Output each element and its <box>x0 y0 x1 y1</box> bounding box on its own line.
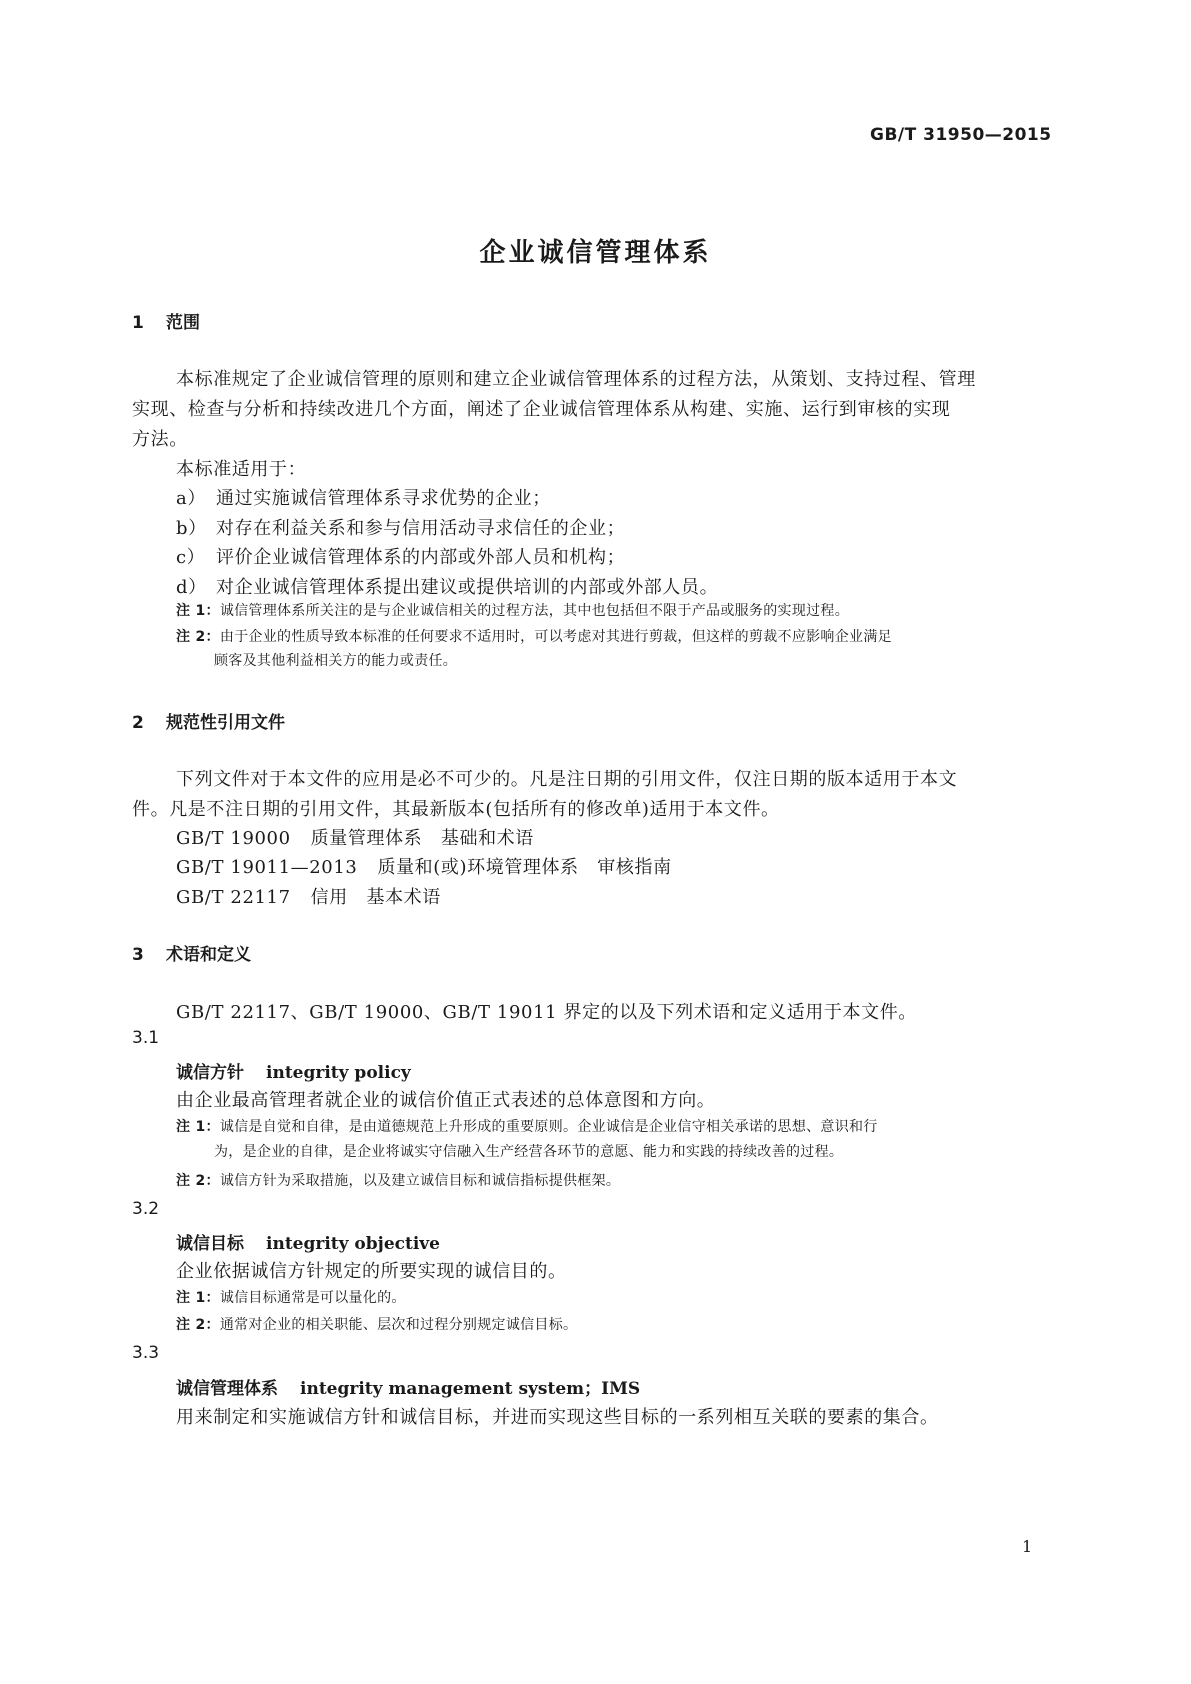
note <box>176 626 892 646</box>
note-text: 通常对企业的相关职能、层次和过程分别规定诚信目标。 <box>219 1317 578 1333</box>
clause-number: 3.3 <box>132 1343 160 1363</box>
note <box>176 1170 620 1190</box>
section-number: 1 <box>132 313 144 333</box>
section-1-heading <box>132 308 200 333</box>
clause-number: 3.2 <box>132 1199 160 1219</box>
section-title: 术语和定义 <box>166 945 251 965</box>
paragraph-line: 下列文件对于本文件的应用是必不可少的。凡是注日期的引用文件，仅注日期的版本适用于本文 <box>176 769 958 790</box>
list-item <box>176 573 718 599</box>
note-text: 顾客及其他利益相关方的能力或责任。 <box>214 653 458 669</box>
note-label: 注 1： <box>176 603 220 619</box>
note-label: 注 2： <box>176 629 220 645</box>
note-text: 由于企业的性质导致本标准的任何要求不适用时，可以考虑对其进行剪裁，但这样的剪裁不应影响企业满足 <box>219 629 892 645</box>
reference-title: 信用 基本术语 <box>310 887 441 908</box>
term-heading <box>176 1374 640 1399</box>
note <box>176 1287 406 1307</box>
term-zh: 诚信目标 <box>176 1234 244 1254</box>
term-en: integrity objective <box>266 1234 440 1254</box>
note-label: 注 2： <box>176 1173 220 1189</box>
reference-code: GB/T 19011—2013 <box>176 857 358 878</box>
reference-item <box>176 824 534 850</box>
note-label: 注 2： <box>176 1317 220 1333</box>
note <box>176 1314 577 1334</box>
list-item <box>176 543 625 569</box>
note <box>176 1116 878 1136</box>
term-definition: 企业依据诚信方针规定的所要实现的诚信目的。 <box>176 1261 567 1282</box>
section-number: 2 <box>132 713 144 733</box>
paragraph-line: GB/T 22117、GB/T 19000、GB/T 19011 界定的以及下列术语和定义适用于本文件。 <box>176 1002 917 1023</box>
section-2-heading <box>132 708 285 733</box>
note-label: 注 1： <box>176 1119 220 1135</box>
list-item-label: c） <box>176 547 206 568</box>
paragraph-line: 本标准规定了企业诚信管理的原则和建立企业诚信管理体系的过程方法，从策划、支持过程、管理 <box>176 369 976 390</box>
paragraph-line: 方法。 <box>132 429 188 450</box>
reference-title: 质量和(或)环境管理体系 审核指南 <box>377 857 672 878</box>
reference-item <box>176 853 672 879</box>
list-item-text: 对企业诚信管理体系提出建议或提供培训的内部或外部人员。 <box>216 577 719 598</box>
document-title: 企业诚信管理体系 <box>479 238 712 268</box>
list-item-text: 通过实施诚信管理体系寻求优势的企业； <box>216 488 551 509</box>
reference-item <box>176 883 441 909</box>
note-text: 诚信目标通常是可以量化的。 <box>219 1290 406 1306</box>
reference-title: 质量管理体系 基础和术语 <box>310 828 534 849</box>
standard-number: GB/T 31950—2015 <box>870 125 1052 145</box>
section-title: 规范性引用文件 <box>166 713 285 733</box>
note-text: 诚信方针为采取措施，以及建立诚信目标和诚信指标提供框架。 <box>219 1173 621 1189</box>
paragraph-line: 件。凡是不注日期的引用文件，其最新版本(包括所有的修改单)适用于本文件。 <box>132 799 780 820</box>
reference-code: GB/T 19000 <box>176 828 291 849</box>
paragraph-line: 本标准适用于： <box>176 459 307 480</box>
term-en: integrity management system；IMS <box>300 1379 641 1399</box>
page-number: 1 <box>1022 1537 1033 1556</box>
term-heading <box>176 1229 440 1254</box>
term-en: integrity policy <box>266 1063 411 1083</box>
note-text: 诚信管理体系所关注的是与企业诚信相关的过程方法，其中也包括但不限于产品或服务的实现过程。 <box>219 603 850 619</box>
list-item <box>176 514 625 540</box>
list-item-text: 评价企业诚信管理体系的内部或外部人员和机构； <box>216 547 626 568</box>
term-zh: 诚信方针 <box>176 1063 244 1083</box>
list-item-text: 对存在利益关系和参与信用活动寻求信任的企业； <box>216 518 626 539</box>
section-title: 范围 <box>166 313 200 333</box>
list-item <box>176 484 551 510</box>
note <box>176 600 849 620</box>
term-heading <box>176 1058 411 1083</box>
reference-code: GB/T 22117 <box>176 887 291 908</box>
note-label: 注 1： <box>176 1290 220 1306</box>
list-item-label: d） <box>176 577 207 598</box>
paragraph-line: 实现、检查与分析和持续改进几个方面，阐述了企业诚信管理体系从构建、实施、运行到审核的实现 <box>132 399 951 420</box>
note-text: 诚信是自觉和自律，是由道德规范上升形成的重要原则。企业诚信是企业信守相关承诺的思想、意识和行 <box>219 1119 878 1135</box>
list-item-label: a） <box>176 488 206 509</box>
term-definition: 由企业最高管理者就企业的诚信价值正式表述的总体意图和方向。 <box>176 1090 716 1111</box>
term-zh: 诚信管理体系 <box>176 1379 278 1399</box>
section-3-heading <box>132 940 251 965</box>
clause-number: 3.1 <box>132 1028 160 1048</box>
section-number: 3 <box>132 945 144 965</box>
list-item-label: b） <box>176 518 207 539</box>
note-text: 为，是企业的自律，是企业将诚实守信融入生产经营各环节的意愿、能力和实践的持续改善的过程。 <box>214 1144 844 1160</box>
term-definition: 用来制定和实施诚信方针和诚信目标，并进而实现这些目标的一系列相互关联的要素的集合。 <box>176 1407 939 1428</box>
